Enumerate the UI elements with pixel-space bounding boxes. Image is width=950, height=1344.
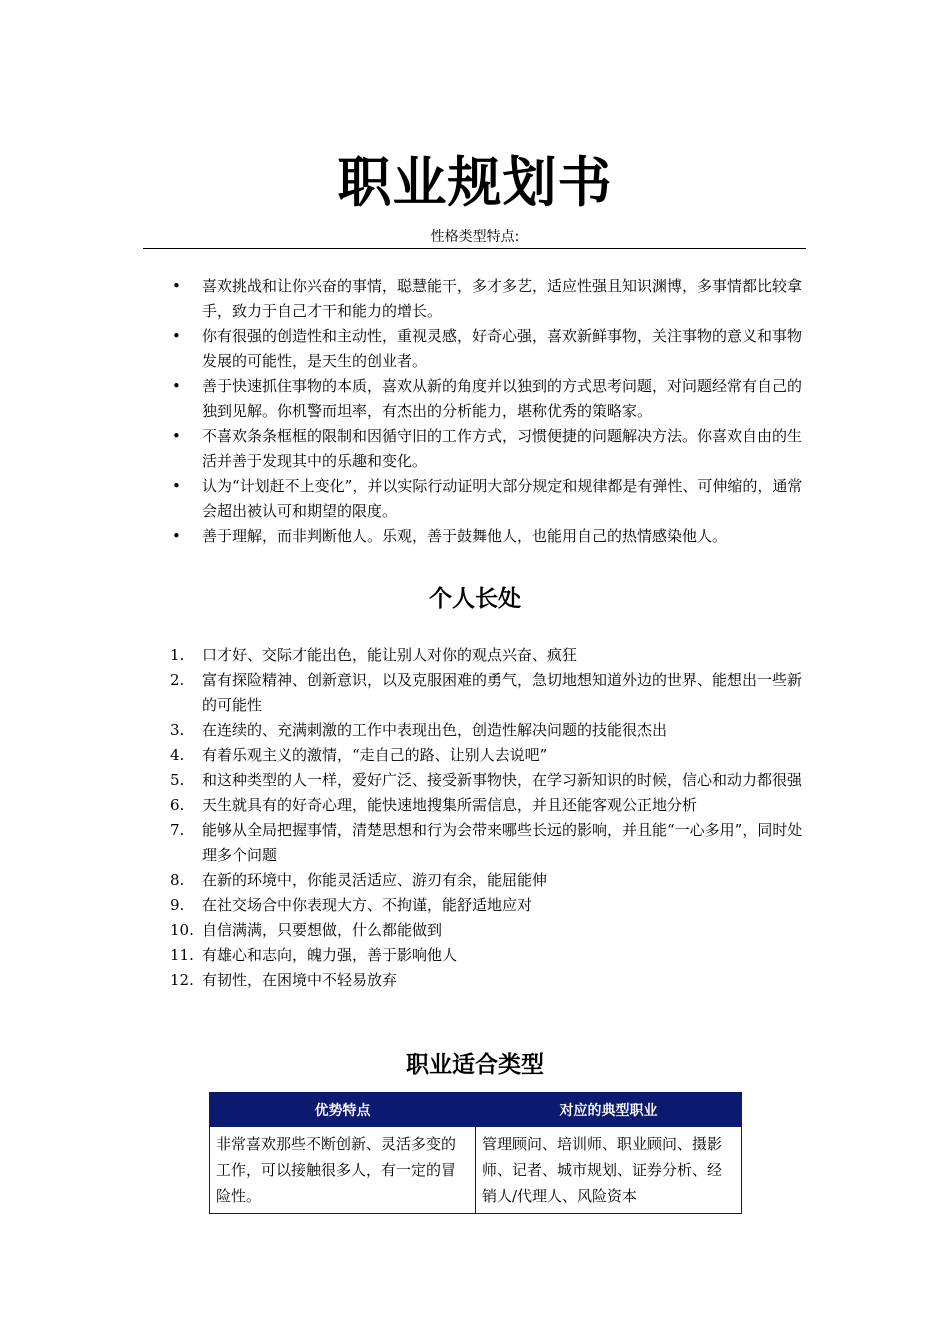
table-cell: 管理顾问、培训师、职业顾问、摄影师、记者、城市规划、证券分析、经销人/代理人、风险资本 <box>476 1127 742 1214</box>
item-number: 4. <box>170 746 185 764</box>
item-number: 6. <box>170 796 185 814</box>
list-item <box>170 718 810 743</box>
item-text: 自信满满，只要想做，什么都能做到 <box>202 921 443 939</box>
list-item <box>170 818 810 868</box>
list-item <box>170 324 810 374</box>
list-item <box>170 893 810 918</box>
item-text: 富有探险精神、创新意识，以及克服困难的勇气，急切地想知道外边的世界、能想出一些新的可能性 <box>202 671 803 714</box>
item-text: 在社交场合中你表现大方、不拘谨，能舒适地应对 <box>202 896 533 914</box>
item-text: 在新的环境中，你能灵活适应、游刃有余，能屈能伸 <box>202 871 548 889</box>
item-number: 12. <box>170 971 194 989</box>
item-number: 2. <box>170 671 185 689</box>
item-number: 7. <box>170 821 185 839</box>
item-number: 9. <box>170 896 185 914</box>
column-header: 对应的典型职业 <box>476 1093 742 1127</box>
list-item <box>170 868 810 893</box>
bullet-icon: • <box>172 427 181 445</box>
item-text: 在连续的、充满刺激的工作中表现出色，创造性解决问题的技能很杰出 <box>202 721 668 739</box>
list-item <box>170 793 810 818</box>
item-number: 8. <box>170 871 185 889</box>
item-text: 有着乐观主义的激情，“走自己的路、让别人去说吧” <box>202 746 548 764</box>
bullet-icon: • <box>172 377 181 395</box>
list-item <box>170 743 810 768</box>
item-text: 和这种类型的人一样，爱好广泛、接受新事物快，在学习新知识的时候，信心和动力都很强 <box>202 771 803 789</box>
item-text: 能够从全局把握事情，清楚思想和行为会带来哪些长远的影响，并且能“一心多用”，同时处理多个问题 <box>202 821 803 864</box>
list-item <box>170 918 810 943</box>
title-divider <box>143 248 806 249</box>
item-number: 1. <box>170 646 185 664</box>
table-row <box>210 1127 742 1214</box>
list-item <box>170 968 810 993</box>
bullet-icon: • <box>172 527 181 545</box>
column-header: 优势特点 <box>210 1093 476 1127</box>
strengths-heading: 个人长处 <box>429 586 521 612</box>
bullet-icon: • <box>172 477 181 495</box>
item-text: 有韧性，在困境中不轻易放弃 <box>202 971 398 989</box>
page-title: 职业规划书 <box>337 151 613 214</box>
list-item <box>170 943 810 968</box>
trait-text: 认为“计划赶不上变化”，并以实际行动证明大部分规定和规律都是有弹性、可伸缩的，通常会超出被认可和期望的限度。 <box>202 477 803 520</box>
list-item <box>170 424 810 474</box>
list-item <box>170 643 810 668</box>
item-number: 3. <box>170 721 185 739</box>
list-item <box>170 374 810 424</box>
table-header-row <box>210 1093 742 1127</box>
item-number: 10. <box>170 921 194 939</box>
list-item <box>170 274 810 324</box>
career-heading: 职业适合类型 <box>406 1052 544 1078</box>
list-item <box>170 668 810 718</box>
item-number: 5. <box>170 771 185 789</box>
trait-text: 不喜欢条条框框的限制和因循守旧的工作方式，习惯便捷的问题解决方法。你喜欢自由的生活并善于发现其中的乐趣和变化。 <box>202 427 803 470</box>
trait-text: 你有很强的创造性和主动性，重视灵感，好奇心强，喜欢新鲜事物，关注事物的意义和事物发展的可能性，是天生的创业者。 <box>202 327 803 370</box>
item-number: 11. <box>170 946 194 964</box>
trait-text: 善于快速抓住事物的本质，喜欢从新的角度并以独到的方式思考问题，对问题经常有自己的独到见解。你机警而坦率，有杰出的分析能力，堪称优秀的策略家。 <box>202 377 803 420</box>
page-subtitle: 性格类型特点: <box>430 229 520 245</box>
career-table <box>209 1092 742 1214</box>
trait-text: 善于理解，而非判断他人。乐观，善于鼓舞他人，也能用自己的热情感染他人。 <box>202 527 728 545</box>
bullet-icon: • <box>172 277 181 295</box>
item-text: 天生就具有的好奇心理，能快速地搜集所需信息，并且还能客观公正地分析 <box>202 796 698 814</box>
list-item <box>170 768 810 793</box>
item-text: 有雄心和志向，魄力强，善于影响他人 <box>202 946 458 964</box>
trait-text: 喜欢挑战和让你兴奋的事情，聪慧能干，多才多艺，适应性强且知识渊博，多事情都比较拿手，致力于自己才干和能力的增长。 <box>202 277 803 320</box>
strengths-list <box>170 643 810 993</box>
list-item <box>170 474 810 524</box>
list-item <box>170 524 810 549</box>
table-cell: 非常喜欢那些不断创新、灵活多变的工作，可以接触很多人，有一定的冒险性。 <box>210 1127 476 1214</box>
personality-trait-list <box>170 274 810 549</box>
item-text: 口才好、交际才能出色，能让别人对你的观点兴奋、疯狂 <box>202 646 578 664</box>
bullet-icon: • <box>172 327 181 345</box>
